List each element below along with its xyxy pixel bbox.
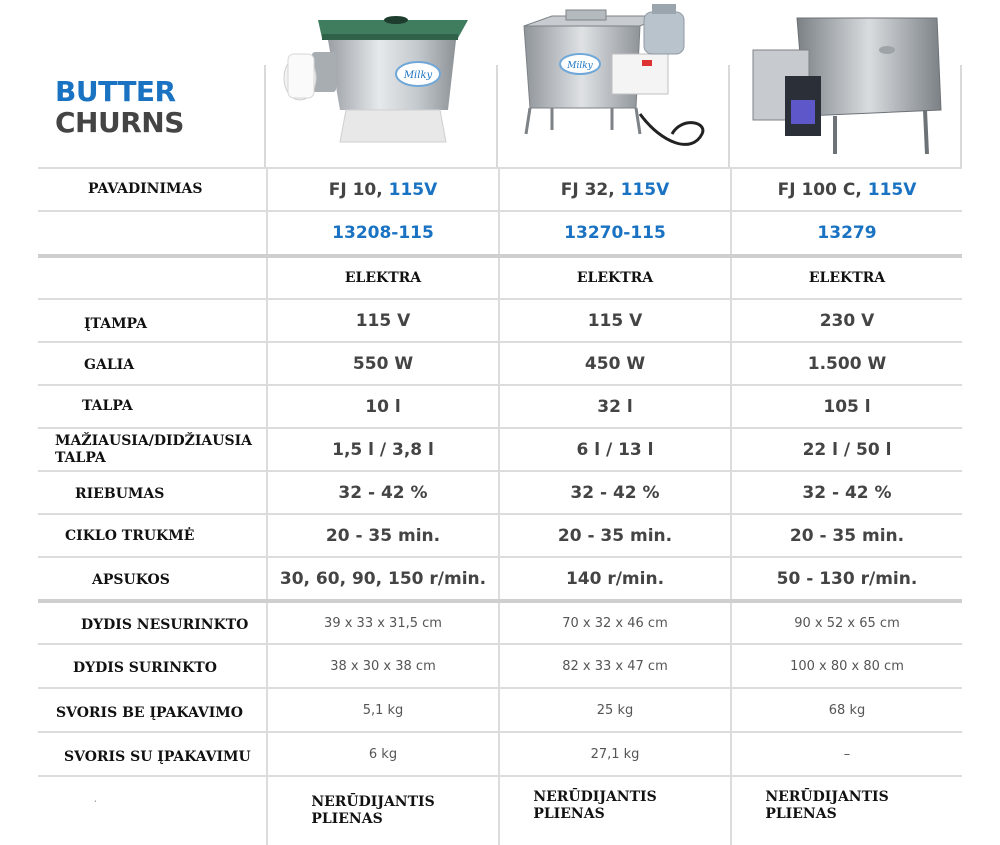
product-code: 13208-115 — [332, 223, 434, 243]
table-row-size-assembled: DYDIS SURINKTO 38 x 30 x 38 cm 82 x 33 x 47 cm 100 x 80 x 80 cm — [38, 643, 962, 687]
table-row-wattage: GALIA 550 W 450 W 1.500 W — [38, 341, 962, 384]
row-label: MAŽIAUSIA/DIDŽIAUSIA TALPA — [55, 432, 253, 466]
row-label: PAVADINIMAS — [88, 181, 203, 197]
power-type: ELEKTRA — [808, 270, 886, 286]
row-label: DYDIS NESURINKTO — [81, 616, 249, 633]
table-row-rpm: APSUKOS 30, 60, 90, 150 r/min. 140 r/min. 50 - 130 r/min. — [38, 556, 962, 599]
header-divider — [728, 65, 730, 167]
brand-title — [55, 76, 184, 138]
table-row-name — [38, 167, 962, 210]
row-label: ĮTAMPA — [84, 316, 147, 332]
product-logo-text: Milky — [567, 61, 593, 71]
material-value: NERŪDIJANTIS PLIENAS — [533, 789, 657, 822]
product-name: FJ 100 C, 115V — [777, 179, 917, 200]
material-value: NERŪDIJANTIS PLIENAS — [765, 789, 889, 822]
row-label: SVORIS BE ĮPAKAVIMO — [56, 704, 243, 721]
material-value: NERŪDIJANTIS PLIENAS — [311, 794, 435, 827]
table-row-weight-gross: SVORIS SU ĮPAKAVIMU 6 kg 27,1 kg – — [38, 731, 962, 775]
row-label: RIEBUMAS — [75, 486, 165, 502]
brand-line-1: BUTTER — [55, 75, 176, 108]
row-label: DYDIS SURINKTO — [73, 659, 217, 676]
power-type: ELEKTRA — [576, 270, 654, 286]
product-code: 13270-115 — [564, 223, 666, 243]
header-divider — [264, 65, 266, 167]
power-type: ELEKTRA — [344, 270, 422, 286]
product-name: FJ 10, 115V — [328, 179, 438, 200]
table-row-min-max: MAŽIAUSIA/DIDŽIAUSIA TALPA 1,5 l / 3,8 l 6 l / 13 l 22 l / 50 l — [38, 427, 962, 470]
table-row-size-unassembled: DYDIS NESURINKTO 39 x 33 x 31,5 cm 70 x 32 x 46 cm 90 x 52 x 65 cm — [38, 599, 962, 643]
product-image-fj10 — [278, 4, 488, 164]
header-divider — [960, 65, 962, 167]
header — [0, 0, 1000, 167]
table-row-capacity: TALPA 10 l 32 l 105 l — [38, 384, 962, 427]
table-row-power-type — [38, 254, 962, 298]
row-label: APSUKOS — [92, 572, 170, 588]
table-row-weight-net: SVORIS BE ĮPAKAVIMO 5,1 kg 25 kg 68 kg — [38, 687, 962, 731]
brand-line-2: CHURNS — [55, 106, 184, 139]
row-label: . — [94, 794, 97, 804]
product-image-fj32 — [512, 4, 722, 164]
product-code: 13279 — [817, 223, 877, 243]
header-divider — [496, 65, 498, 167]
product-logo-text: Milky — [403, 70, 433, 81]
row-label: SVORIS SU ĮPAKAVIMU — [64, 748, 251, 765]
row-label: TALPA — [82, 398, 133, 414]
product-name: FJ 32, 115V — [560, 179, 670, 200]
product-image-fj100 — [745, 4, 955, 164]
table-row-cycle: CIKLO TRUKMĖ 20 - 35 min. 20 - 35 min. 20 - 35 min. — [38, 513, 962, 556]
table-row-material — [38, 775, 962, 845]
row-label: GALIA — [84, 357, 135, 373]
row-label: CIKLO TRUKMĖ — [65, 528, 195, 544]
table-row-code — [38, 210, 962, 254]
table-row-fat: RIEBUMAS 32 - 42 % 32 - 42 % 32 - 42 % — [38, 470, 962, 513]
table-row-voltage: ĮTAMPA 115 V 115 V 230 V — [38, 298, 962, 341]
